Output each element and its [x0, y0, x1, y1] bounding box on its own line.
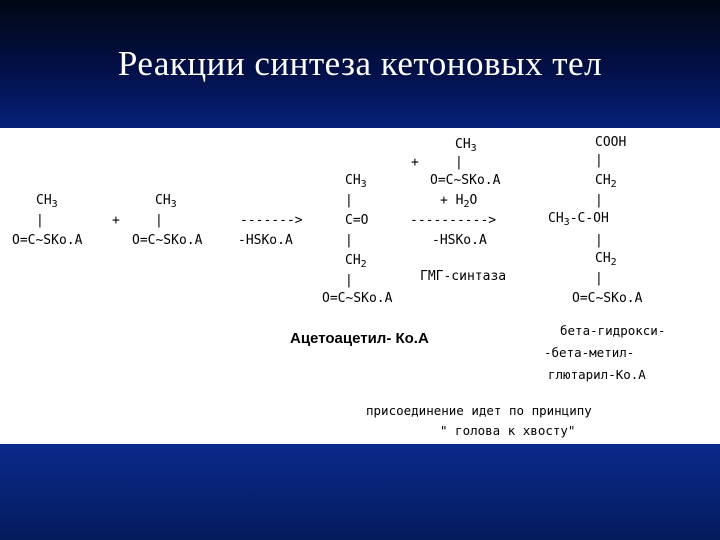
- slide-title: Реакции синтеза кетоновых тел: [117, 44, 603, 83]
- acetoacetyl-methyl: $CH_3$: [345, 173, 367, 190]
- reagent-bond: |: [455, 155, 463, 170]
- product-bond-4: |: [595, 271, 603, 286]
- acetoacetyl-thioester: O=C~SKo.A: [322, 291, 393, 306]
- plus-sign-1: +: [112, 213, 120, 228]
- acetoacetyl-coa-label: Ацетоацетил- Ко.А: [290, 330, 429, 347]
- acetyl-coa-1-bond: |: [36, 213, 44, 228]
- acetyl-coa-2-thioester: O=C~SKo.A: [132, 233, 203, 248]
- reaction-arrow-2: ---------->: [410, 213, 497, 228]
- product-bond-3: |: [595, 233, 603, 248]
- mechanism-note-line-2: " голова к хвосту": [440, 423, 576, 438]
- acetoacetyl-bond-3: |: [345, 273, 353, 288]
- water-addition: + $H_2O$: [440, 193, 478, 210]
- acetoacetyl-methylene: $CH_2$: [345, 253, 367, 270]
- acetoacetyl-carbonyl: C=O: [345, 213, 369, 228]
- product-central-carbon: $CH_3-C-OH$: [548, 211, 609, 228]
- acetyl-coa-1-methyl: $CH_3$: [36, 193, 58, 210]
- acetyl-coa-2-methyl: $CH_3$: [155, 193, 177, 210]
- mechanism-note-line-1: присоединение идет по принципу: [366, 403, 592, 418]
- product-carboxyl: COOH: [595, 135, 627, 150]
- reagent-plus-sign: +: [411, 155, 419, 170]
- product-methylene-2: $CH_2$: [595, 251, 617, 268]
- reaction-arrow-1: ------->: [240, 213, 303, 228]
- acetoacetyl-bond-1: |: [345, 193, 353, 208]
- product-methylene-1: $CH_2$: [595, 173, 617, 190]
- acetoacetyl-bond-2: |: [345, 233, 353, 248]
- product-thioester: O=C~SKo.A: [572, 291, 643, 306]
- reagent-methyl: $CH_3$: [455, 137, 477, 154]
- hskoa-release-1: -HSKo.A: [238, 233, 293, 248]
- acetyl-coa-2-bond: |: [155, 213, 163, 228]
- acetyl-coa-1-thioester: O=C~SKo.A: [12, 233, 83, 248]
- product-name-line-2: -бета-метил-: [544, 345, 635, 360]
- product-name-line-1: бета-гидрокси-: [560, 323, 666, 338]
- hskoa-release-2: -HSKo.A: [432, 233, 487, 248]
- reagent-thioester: O=C~SKo.A: [430, 173, 501, 188]
- footer-background: [0, 444, 720, 540]
- product-bond-1: |: [595, 153, 603, 168]
- hmg-synthase-label: ГМГ-синтаза: [420, 269, 507, 284]
- product-bond-2: |: [595, 193, 603, 208]
- product-name-line-3: глютарил-Ко.А: [548, 367, 646, 382]
